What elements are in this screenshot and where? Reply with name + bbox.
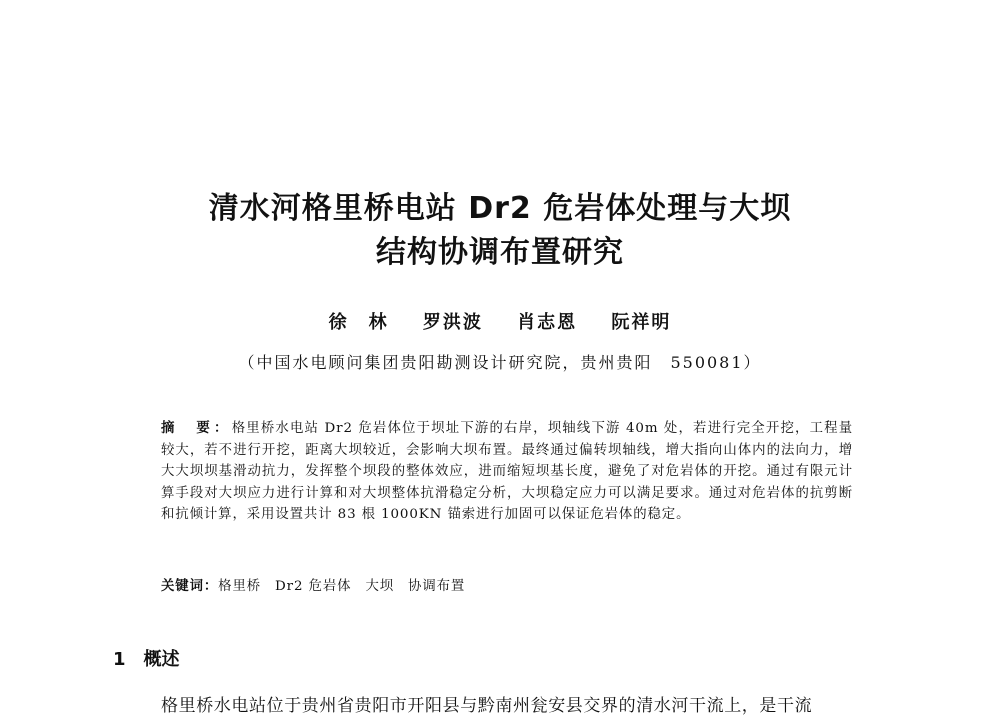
section-heading	[113, 648, 180, 672]
author-list	[0, 311, 1000, 335]
keyword: Dr2 危岩体	[275, 579, 352, 594]
keyword: 格里桥	[218, 579, 262, 594]
keyword: 大坝	[365, 579, 395, 594]
body-paragraph: 格里桥水电站位于贵州省贵阳市开阳县与黔南州瓮安县交界的清水河干流上，是干流	[161, 696, 813, 716]
paper-title-line-1: 清水河格里桥电站 Dr2 危岩体处理与大坝	[208, 191, 792, 226]
section-title: 概述	[143, 649, 180, 670]
keywords	[161, 576, 853, 597]
abstract	[161, 418, 853, 526]
author-affiliation: （中国水电顾问集团贵阳勘测设计研究院，贵州贵阳 550081）	[238, 353, 762, 372]
author-name: 肖志恩	[517, 312, 578, 333]
section-number: 1	[113, 649, 126, 670]
paper-title-line-2: 结构协调布置研究	[376, 235, 624, 270]
keyword: 协调布置	[408, 579, 466, 594]
author-name: 罗洪波	[422, 312, 483, 333]
keywords-label: 关键词：	[161, 578, 219, 594]
abstract-label: 摘 要：	[161, 420, 232, 436]
abstract-text: 格里桥水电站 Dr2 危岩体位于坝址下游的右岸，坝轴线下游 40m 处，若进行完全开挖，工程量较大，若不进行开挖，距离大坝较近，会影响大坝布置。最终通过偏转坝轴线，增大指向山体内的法向力，增大大坝坝基滑动抗力，发挥整个坝段的整体效应，进而缩短坝基长度，避免了对危岩体的开挖。通过有限元计算手段对大坝应力进行计算和对大坝整体抗滑稳定分析，大坝稳定应力可以满足要求。通过对危岩体的抗剪断和抗倾计算，采用设置共计 83 根 1000KN 锚索进行加固可以保证危岩体的稳定。	[161, 421, 854, 522]
author-name: 阮祥明	[611, 312, 672, 333]
author-name: 徐 林	[328, 312, 389, 333]
